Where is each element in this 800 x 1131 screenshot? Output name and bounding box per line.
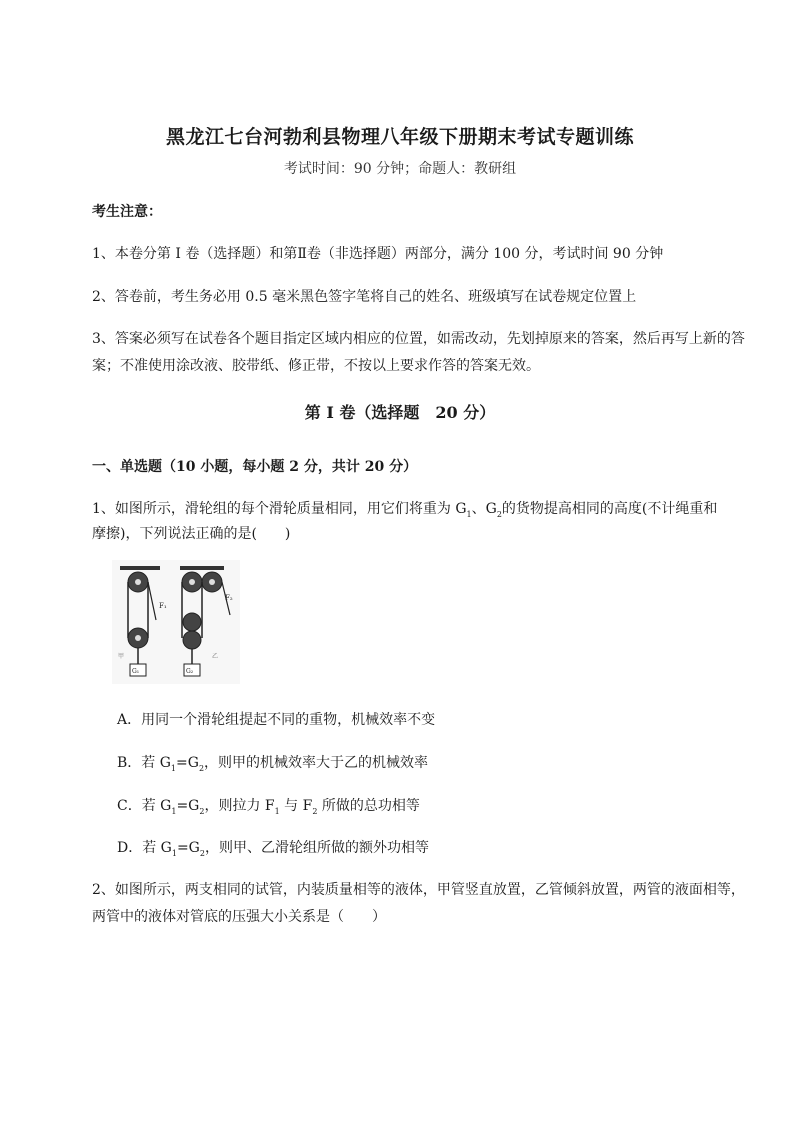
page-title: 黑龙江七台河勃利县物理八年级下册期末考试专题训练 (165, 126, 634, 148)
label-f1: F₁ (159, 602, 167, 610)
part-title: 一、单选题（10 小题，每小题 2 分，共计 20 分） (92, 459, 418, 475)
option-a[interactable]: A．用同一个滑轮组提起不同的重物，机械效率不变 (117, 712, 436, 728)
option-c[interactable]: C．若 $G_1=G_2$，则拉力 $F_1$ 与 $F_2$ 所做的总功相等 (117, 798, 420, 816)
label-yi: 乙 (212, 653, 219, 660)
exam-info: 考试时间：90 分钟；命题人：教研组 (283, 161, 517, 177)
question-1-line-2: 摩擦)，下列说法正确的是( ) (92, 526, 291, 542)
label-g2: G₂ (186, 668, 194, 675)
label-g1: G₁ (132, 668, 140, 675)
option-b[interactable]: B．若 $G_1=G_2$，则甲的机械效率大于乙的机械效率 (117, 755, 429, 773)
question-2: 2、如图所示，两支相同的试管，内装质量相等的液体，甲管竖直放置，乙管倾斜放置，两管的液面相等，两管中的液体对管底的压强大小关系是（ ） (92, 882, 745, 925)
notice-item: 2、答卷前，考生务必用 0.5 毫米黑色签字笔将自己的姓名、班级填写在试卷规定位置上 (92, 289, 637, 305)
label-jia: 甲 (118, 653, 125, 660)
section-title: 第 I 卷（选择题 20 分） (304, 403, 496, 422)
notice-item: 1、本卷分第 I 卷（选择题）和第Ⅱ卷（非选择题）两部分，满分 100 分，考试时间 90 分钟 (92, 246, 664, 262)
notice-item: 3、答案必须写在试卷各个题目指定区域内相应的位置，如需改动，先划掉原来的答案，然后再写上新的答案；不准使用涂改液、胶带纸、修正带，不按以上要求作答的答案无效。 (92, 331, 745, 374)
label-f2: F₂ (225, 594, 233, 602)
pulley-figure (112, 560, 240, 684)
question-1-line-1: 1、如图所示，滑轮组的每个滑轮质量相同，用它们将重为 $G_1$、$G_2$的货物提高相同的高度(不计绳重和 (92, 501, 718, 519)
notice-heading: 考生注意： (92, 204, 162, 220)
option-d[interactable]: D．若 $G_1=G_2$，则甲、乙滑轮组所做的额外功相等 (117, 840, 429, 858)
